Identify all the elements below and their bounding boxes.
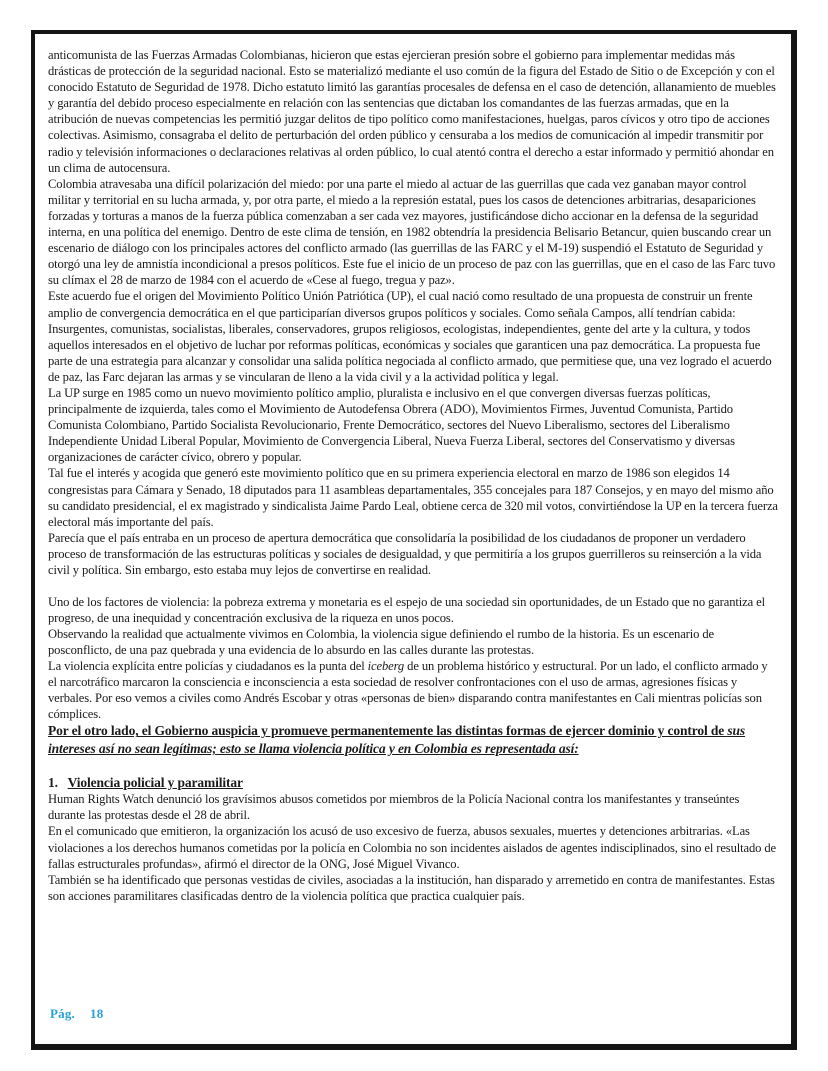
text-segment: Uno de los factores de violencia: la pobreza extrema y monetaria es el espejo de una sociedad sin oportunidades, de un Estado que no garantiza el progreso, de una inequidad y concentración exclusiva de la riqueza en unos pocos. bbox=[48, 594, 765, 625]
body-paragraph bbox=[48, 465, 779, 529]
heading-paragraph bbox=[48, 722, 779, 758]
blank-line bbox=[48, 578, 779, 594]
page-number-value: 18 bbox=[90, 1006, 104, 1021]
body-paragraph bbox=[48, 385, 779, 465]
body-paragraph bbox=[48, 47, 779, 176]
text-segment: También se ha identificado que personas vestidas de civiles, asociadas a la institución, han disparado y arremetido en contra de manifestantes. Estas son acciones paramilitares clasificadas dentro de la violencia política que practica cualquier país. bbox=[48, 872, 775, 903]
body-paragraph bbox=[48, 872, 779, 904]
page-footer bbox=[50, 1006, 103, 1022]
text-segment: Human Rights Watch denunció los gravísimos abusos cometidos por miembros de la Policía Nacional contra los manifestantes y transeúntes durante las protestas desde el 28 de abril. bbox=[48, 792, 740, 823]
text-segment: En el comunicado que emitieron, la organización los acusó de uso excesivo de fuerza, abusos sexuales, muertes y detenciones arbitrarias. «Las violaciones a los derechos humanos cometidas por la policía en Colombia no son incidentes aislados de agentes indisciplinados, sino el resultado de fallas estructurales profundas», afirmó el director de la ONG, José Miguel Vivanco. bbox=[48, 824, 777, 871]
text-segment bbox=[58, 775, 68, 790]
body-paragraph bbox=[48, 594, 779, 626]
text-segment: de un problema histórico y estructural. Por un lado, el conflicto armado y el narcotráfico marcaron la consciencia e inconsciencia a esta sociedad de resolver confrontaciones con el uso de armas, agresiones físicas y verbales. Por eso vemos a civiles como Andrés Escobar y otras «personas de bien» disparando contra manifestantes en Cali mientras policías son cómplices. bbox=[48, 659, 768, 722]
blank-line bbox=[48, 758, 779, 774]
text-segment: Parecía que el país entraba en un proceso de apertura democrática que consolidaría la posibilidad de los ciudadanos de proponer un verdadero proceso de transformación de las estructuras políticas y sociales de desigualdad, y que permitiría a los grupos guerrilleros su reinserción a la vida civil y política. Sin embargo, esto estaba muy lejos de convertirse en realidad. bbox=[48, 530, 762, 577]
body-paragraph bbox=[48, 823, 779, 871]
text-segment: anticomunista de las Fuerzas Armadas Colombianas, hicieron que estas ejercieran presión sobre el gobierno para implementar medidas más drásticas de protección de la seguridad nacional. Esto se materializó mediante el uso común de la figura del Estado de Sitio o de Excepción y con el conocido Estatuto de Seguridad de 1978. Dicho estatuto limitó las garantías procesales de defensa en el caso de detención, allanamiento de muebles y garantía del debido proceso especialmente en relación con las sentencias que dictaban los comandantes de las fuerzas armadas, que en la atribución de nuevas competencias les permitió juzgar delitos de tipo político como manifestaciones, huelgas, paros cívicos y otro tipo de acciones colectivas. Asimismo, consagraba el delito de perturbación del orden público y censuraba a los medios de comunicación al impedir transmitir por radio y televisión informaciones o declaraciones relativas al orden público, lo cual atentó contra el derecho a estar informado y permitió ahondar en un clima de autocensura. bbox=[48, 48, 776, 175]
body-paragraph bbox=[48, 791, 779, 823]
body-paragraph bbox=[48, 658, 779, 722]
text-segment: Por el otro lado, el Gobierno auspicia y promueve permanentemente las distintas formas de ejercer dominio y control de bbox=[48, 723, 728, 739]
text-segment: Insurgentes, comunistas, socialistas, liberales, conservadores, grupos religiosos, ecologistas, independientes, gente del arte y la cultura, y todos aquellos interesados en el objetivo de luchar por reformas políticas, económicas y sociales que garanticen una paz democrática. La propuesta fue parte de una estrategia para alcanzar y consolidar una salida política negociada al conflicto armado, que permitiese que, una vez logrado el acuerdo de paz, las Farc dejaran las armas y se vincularan de lleno a la vida civil y a la actividad política y legal. bbox=[48, 321, 772, 384]
page-number-label: Pág. bbox=[50, 1006, 75, 1021]
body-paragraph bbox=[48, 321, 779, 385]
text-segment: sus intereses así no sean legítimas; esto se llama violencia política y en Colombia es representada así: bbox=[48, 723, 746, 757]
text-segment: Violencia policial y paramilitar bbox=[67, 774, 243, 790]
text-segment: iceberg bbox=[367, 659, 405, 674]
body-paragraph bbox=[48, 288, 779, 320]
body-paragraph bbox=[48, 176, 779, 289]
text-segment: Este acuerdo fue el origen del Movimiento Político Unión Patriótica (UP), el cual nació como resultado de una propuesta de construir un frente amplio de convergencia democrática en el que participarían diversos grupos políticos y sociales. Como señala Campos, allí tendrían cabida: bbox=[48, 289, 753, 320]
text-segment: 1. bbox=[48, 774, 58, 790]
text-segment: Colombia atravesaba una difícil polarización del miedo: por una parte el miedo al actuar de las guerrillas que cada vez ganaban mayor control militar y territorial en su lucha armada, y, por otra parte, el miedo a la represión estatal, pues los casos de detenciones arbitrarias, desapariciones forzadas y torturas a manos de la fuerza pública comenzaban a ser cada vez mayores, justificándose dicho accionar en la defensa de la seguridad interna, en una política del enemigo. Dentro de este clima de tensión, en 1982 obtendría la presidencia Belisario Betancur, quien buscando crear un escenario de diálogo con los principales actores del conflicto armado (las guerrillas de las FARC y el M-19) suspendió el Estatuto de Seguridad y otorgó una ley de amnistía incondicional a presos políticos. Este fue el inicio de un proceso de paz con las guerrillas, que en el caso de las Farc tuvo su clímax el 28 de marzo de 1984 con el acuerdo de «Cese al fuego, tregua y paz». bbox=[48, 176, 776, 288]
text-segment: La UP surge en 1985 como un nuevo movimiento político amplio, pluralista e inclusivo en el que convergen diversas fuerzas políticas, principalmente de izquierda, tales como el Movimiento de Autodefensa Obrera (ADO), Movimientos Firmes, Juventud Comunista, Partido Comunista Colombiano, Partido Socialista Revolucionario, Frente Democrático, sectores del Nuevo Liberalismo, sectores del Liberalismo Independiente Unidad Liberal Popular, Movimiento de Convergencia Liberal, Nueva Fuerza Liberal, sectores del Conservatismo y diversas organizaciones de carácter cívico, obrero y popular. bbox=[48, 385, 735, 465]
body-paragraph bbox=[48, 626, 779, 658]
page-border-frame bbox=[31, 30, 797, 1050]
text-segment: La violencia explícita entre policías y ciudadanos es la punta del bbox=[48, 659, 368, 674]
text-segment: Tal fue el interés y acogida que generó este movimiento político que en su primera experiencia electoral en marzo de 1986 son elegidos 14 congresistas para Cámara y Senado, 18 diputados para 11 asambleas departamentales, 355 concejales para 187 Consejos, y en mayo del mismo año su candidato presidencial, el ex magistrado y sindicalista Jaime Pardo Leal, obtiene cerca de 320 mil votos, convirtiéndose la UP en la tercera fuerza electoral más importante del país. bbox=[48, 466, 778, 529]
document-content bbox=[48, 47, 779, 904]
body-paragraph bbox=[48, 530, 779, 578]
heading-paragraph bbox=[48, 774, 779, 792]
text-segment: Observando la realidad que actualmente vivimos en Colombia, la violencia sigue definiendo el rumbo de la historia. Es un escenario de posconflicto, de una paz quebrada y una evidencia de lo absurdo en las calles durante las protestas. bbox=[48, 626, 714, 657]
